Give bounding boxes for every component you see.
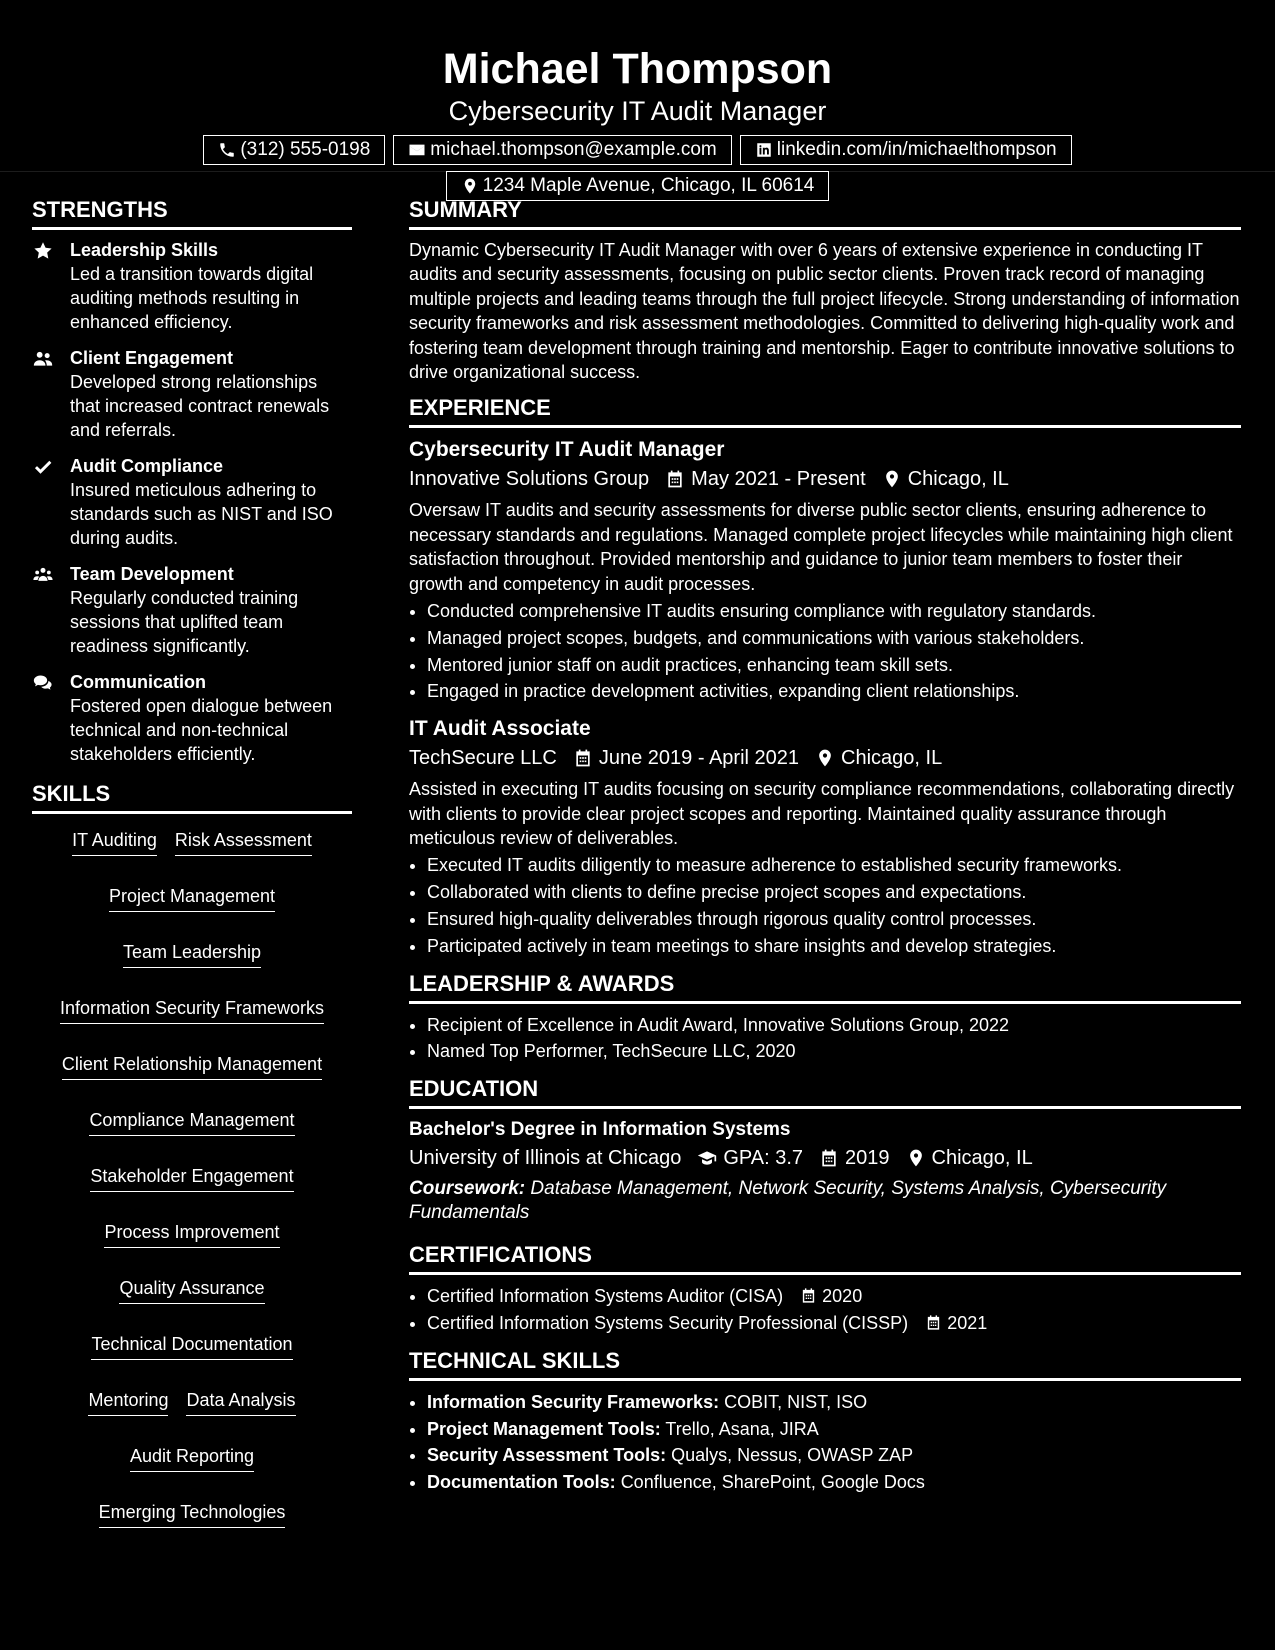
skill-tag: Process Improvement — [104, 1220, 279, 1248]
job-bullets — [409, 852, 1241, 959]
technical-skill-item — [427, 1389, 1241, 1416]
strength-item — [32, 562, 352, 658]
job-dates: May 2021 - Present — [691, 468, 866, 491]
graduation-year: 2019 — [845, 1147, 890, 1170]
skill-tag: Project Management — [109, 884, 275, 912]
contact-row — [0, 135, 1275, 165]
skill-tag: Emerging Technologies — [99, 1500, 286, 1528]
technical-skill-value: COBIT, NIST, ISO — [724, 1391, 868, 1412]
jobs-list — [409, 436, 1241, 959]
summary-section — [409, 196, 1241, 384]
skill-tag: Stakeholder Engagement — [90, 1164, 293, 1192]
calendar-icon — [573, 748, 593, 768]
strength-item — [32, 454, 352, 550]
certification-name: Certified Information Systems Auditor (CISA) — [427, 1286, 784, 1307]
job-bullet: • Participated actively in team meetings to share insights and develop strategies. — [427, 933, 1241, 960]
map-pin-icon — [815, 748, 835, 768]
map-pin-icon — [906, 1148, 926, 1168]
company-name: Innovative Solutions Group — [409, 468, 650, 491]
strength-desc: Led a transition towards digital auditing methods resulting in enhanced efficiency. — [70, 264, 314, 332]
users-icon — [32, 349, 54, 369]
address-text: 1234 Maple Avenue, Chicago, IL 60614 — [482, 175, 815, 196]
calendar-icon — [800, 1287, 817, 1304]
linkedin-text: linkedin.com/in/michaelthompson — [776, 139, 1057, 160]
technical-skills-heading: TECHNICAL SKILLS — [409, 1347, 1241, 1381]
job-bullet: • Collaborated with clients to define precise project scopes and expectations. — [427, 879, 1241, 906]
certifications-list — [409, 1283, 1241, 1337]
technical-skill-label: Project Management Tools: — [427, 1418, 661, 1439]
technical-skill-item — [427, 1442, 1241, 1469]
experience-section — [409, 394, 1241, 959]
degree-title: Bachelor's Degree in Information Systems — [409, 1119, 791, 1141]
skill-tag: Quality Assurance — [119, 1276, 264, 1304]
strength-desc: Developed strong relationships that increased contract renewals and referrals. — [70, 372, 330, 440]
linkedin-chip[interactable] — [740, 135, 1072, 165]
awards-list — [409, 1012, 1241, 1066]
coursework-label: Coursework: — [409, 1178, 526, 1200]
certification-year: 2021 — [947, 1313, 988, 1334]
education-section — [409, 1075, 1241, 1225]
phone-chip[interactable] — [203, 135, 385, 165]
technical-skill-value: Confluence, SharePoint, Google Docs — [620, 1472, 925, 1493]
candidate-title: Cybersecurity IT Audit Manager — [448, 96, 827, 126]
coursework — [409, 1177, 1241, 1225]
awards-section — [409, 970, 1241, 1066]
technical-skill-item — [427, 1469, 1241, 1496]
strength-name: Leadership Skills — [70, 240, 219, 260]
job-bullet: • Executed IT audits diligently to measure adherence to established security frameworks. — [427, 852, 1241, 879]
job-bullet: • Ensured high-quality deliverables through rigorous quality control processes. — [427, 906, 1241, 933]
gpa-text: GPA: 3.7 — [723, 1147, 804, 1170]
certification-item — [427, 1310, 1241, 1337]
award-item: • Recipient of Excellence in Audit Award, Innovative Solutions Group, 2022 — [427, 1012, 1241, 1039]
star-icon — [32, 241, 54, 261]
skill-tag: Risk Assessment — [175, 828, 312, 856]
team-icon — [32, 565, 54, 585]
job-meta — [409, 464, 1241, 494]
certification-year: 2020 — [822, 1286, 863, 1307]
candidate-name: Michael Thompson — [442, 45, 833, 93]
calendar-icon — [925, 1314, 942, 1331]
job-title: IT Audit Associate — [409, 717, 591, 741]
calendar-icon — [819, 1148, 839, 1168]
skill-tag: IT Auditing — [72, 828, 157, 856]
strength-desc: Regularly conducted training sessions that uplifted team readiness significantly. — [70, 588, 299, 656]
job-bullet: • Mentored junior staff on audit practices, enhancing team skill sets. — [427, 652, 1241, 679]
skill-tag: Data Analysis — [186, 1388, 295, 1416]
coursework-text: Database Management, Network Security, Systems Analysis, Cybersecurity Fundamentals — [409, 1178, 1167, 1224]
strength-desc: Fostered open dialogue between technical and non-technical stakeholders efficiently. — [70, 696, 333, 764]
job-title: Cybersecurity IT Audit Manager — [409, 438, 725, 462]
job-description: Oversaw IT audits and security assessments for diverse public sector clients, ensuring adherence to necessary standards and regulations. Managed complete project lifecycles while maintaining high client satisfaction throughout. Provided mentorship and guidance to junior team members to foster their growth and competency in audit processes. — [409, 500, 1233, 594]
awards-heading: LEADERSHIP & AWARDS — [409, 970, 1241, 1004]
strength-desc: Insured meticulous adhering to standards such as NIST and ISO during audits. — [70, 480, 333, 548]
resume-header — [0, 0, 1275, 196]
calendar-icon — [665, 469, 685, 489]
left-column — [32, 172, 352, 1538]
strength-item — [32, 670, 352, 766]
job-dates: June 2019 - April 2021 — [598, 747, 800, 770]
skills-heading: SKILLS — [32, 780, 352, 814]
technical-skill-label: Information Security Frameworks: — [427, 1391, 720, 1412]
summary-heading: SUMMARY — [409, 196, 1241, 230]
job-meta — [409, 743, 1241, 773]
experience-heading: EXPERIENCE — [409, 394, 1241, 428]
skills-list — [32, 828, 352, 1528]
email-chip[interactable] — [393, 135, 731, 165]
certifications-heading: CERTIFICATIONS — [409, 1241, 1241, 1275]
job-bullets — [409, 598, 1241, 705]
summary-text: Dynamic Cybersecurity IT Audit Manager with over 6 years of extensive experience in conducting IT audits and security assessments, focusing on public sector clients. Proven track record of managing multiple projects and leading teams through the full project lifecycle. Strong understanding of information security frameworks and risk assessment methodologies. Committed to delivering high-quality work and fostering team development through training and mentorship. Eager to contribute innovative solutions to drive organizational success. — [409, 240, 1240, 383]
skill-tag: Audit Reporting — [130, 1444, 254, 1472]
education-heading: EDUCATION — [409, 1075, 1241, 1109]
map-pin-icon — [882, 469, 902, 489]
job-location: Chicago, IL — [907, 468, 1009, 491]
skill-tag: Team Leadership — [123, 940, 261, 968]
job-bullet: • Conducted comprehensive IT audits ensuring compliance with regulatory standards. — [427, 598, 1241, 625]
check-icon — [32, 457, 54, 477]
certifications-section — [409, 1241, 1241, 1337]
linkedin-icon — [755, 141, 773, 159]
job-location: Chicago, IL — [841, 747, 943, 770]
education-meta — [409, 1143, 1241, 1173]
certification-name: Certified Information Systems Security Professional (CISSP) — [427, 1313, 909, 1334]
phone-text: (312) 555-0198 — [240, 139, 371, 160]
technical-skill-label: Documentation Tools: — [427, 1472, 616, 1493]
email-text: michael.thompson@example.com — [430, 139, 717, 160]
strengths-list — [32, 238, 352, 766]
technical-skills-list — [409, 1389, 1241, 1496]
skill-tag: Compliance Management — [89, 1108, 294, 1136]
strength-name: Audit Compliance — [70, 456, 224, 476]
award-item: • Named Top Performer, TechSecure LLC, 2020 — [427, 1038, 1241, 1065]
right-column — [409, 172, 1241, 1538]
comments-icon — [32, 673, 54, 693]
phone-icon — [218, 141, 236, 159]
skill-tag: Mentoring — [88, 1388, 168, 1416]
envelope-icon — [408, 141, 426, 159]
job-bullet: • Engaged in practice development activities, expanding client relationships. — [427, 678, 1241, 705]
job-entry — [409, 436, 1241, 705]
company-name: TechSecure LLC — [409, 747, 557, 770]
technical-skill-item — [427, 1416, 1241, 1443]
strengths-heading: STRENGTHS — [32, 196, 352, 230]
certification-item — [427, 1283, 1241, 1310]
skill-tag: Information Security Frameworks — [60, 996, 324, 1024]
job-bullet: • Managed project scopes, budgets, and communications with various stakeholders. — [427, 625, 1241, 652]
strength-name: Client Engagement — [70, 348, 234, 368]
school-name: University of Illinois at Chicago — [409, 1147, 682, 1170]
graduation-cap-icon — [697, 1148, 717, 1168]
strength-item — [32, 238, 352, 334]
skill-tag: Technical Documentation — [91, 1332, 292, 1360]
strength-item — [32, 346, 352, 442]
technical-skill-value: Qualys, Nessus, OWASP ZAP — [671, 1445, 914, 1466]
technical-skill-value: Trello, Asana, JIRA — [665, 1418, 819, 1439]
job-description: Assisted in executing IT audits focusing on security compliance recommendations, collaborating directly with clients to provide clear project scopes and reporting. Maintained quality assurance through meticulous review of deliverables. — [409, 779, 1235, 849]
technical-skill-label: Security Assessment Tools: — [427, 1445, 667, 1466]
job-entry — [409, 715, 1241, 959]
strength-name: Communication — [70, 672, 207, 692]
skill-tag: Client Relationship Management — [62, 1052, 322, 1080]
strength-name: Team Development — [70, 564, 234, 584]
education-location: Chicago, IL — [931, 1147, 1033, 1170]
technical-skills-section — [409, 1347, 1241, 1496]
